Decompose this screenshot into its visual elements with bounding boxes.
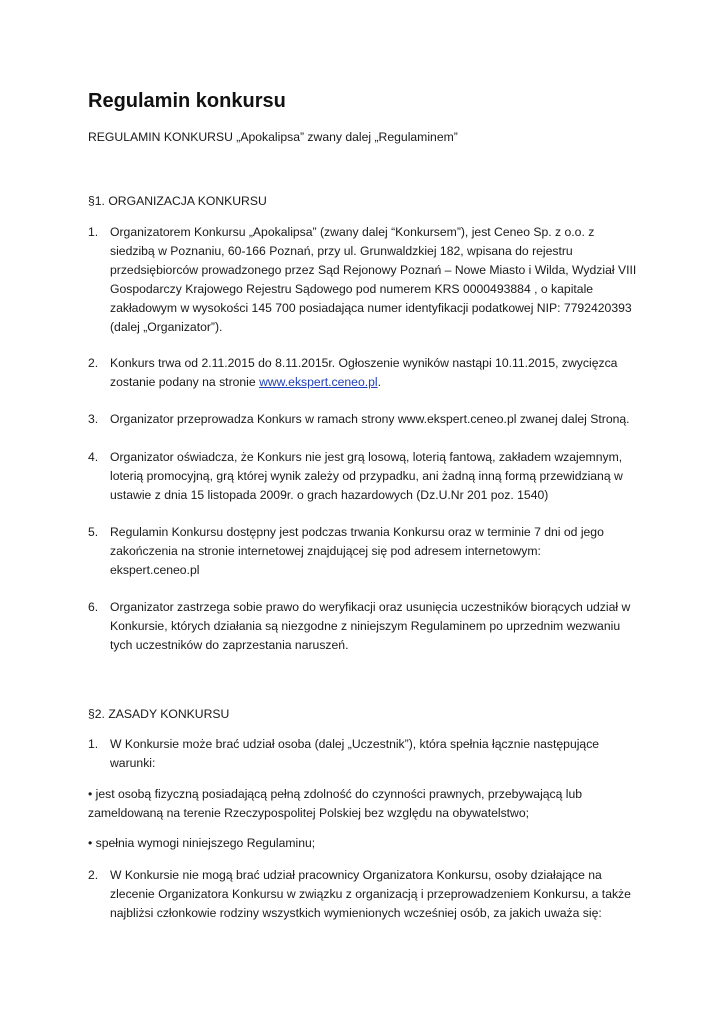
- item-text: Konkurs trwa od 2.11.2015 do 8.11.2015r. Ogłoszenie wyników nastąpi 10.11.2015, zwycięzca zostanie podany na stronie www.ekspert.ceneo.pl.: [110, 356, 618, 389]
- item-text: W Konkursie może brać udział osoba (dalej „Uczestnik”), która spełnia łącznie następujące warunki:: [110, 737, 600, 770]
- ekspert-ceneo-link[interactable]: www.ekspert.ceneo.pl: [259, 375, 378, 389]
- item-number: 5.: [88, 525, 99, 539]
- item-number: 3.: [88, 412, 99, 426]
- item-text: Organizator oświadcza, że Konkurs nie jest grą losową, loterią fantową, zakładem wzajemnym, loterią promocyjną, grą której wynik zależy od przypadku, ani żadną inną formą przewidzianą w ustawie z dnia 15 listopada 2009r. o grach hazardowych (Dz.U.Nr 201 poz. 1540): [110, 450, 623, 502]
- bullet-item: • spełnia wymogi niniejszego Regulaminu;: [88, 836, 316, 850]
- document-subtitle: REGULAMIN KONKURSU „Apokalipsa” zwany dalej „Regulaminem”: [88, 130, 458, 144]
- item-text: Organizatorem Konkursu „Apokalipsa” (zwany dalej “Konkursem”), jest Ceneo Sp. z o.o. z siedzibą w Poznaniu, 60-166 Poznań, przy ul. Grunwaldzkiej 182, wpisana do rejestru przedsiębiorców prowadzonego przez Sąd Rejonowy Poznań – Nowe Miasto i Wilda, Wydział VIII Gospodarczy Krajowego Rejestru Sądowego pod numerem KRS 0000493884 , o kapitale zakładowym w wysokości 145 700 posiadająca numer identyfikacji podatkowej NIP: 7792420393 (dalej „Organizator”).: [110, 225, 637, 334]
- item-number: 2.: [88, 868, 99, 882]
- section-1-heading: §1. ORGANIZACJA KONKURSU: [88, 194, 267, 208]
- item-text: Regulamin Konkursu dostępny jest podczas trwania Konkursu oraz w terminie 7 dni od jego zakończenia na stronie internetowej znajdującej się pod adresem internetowym: ekspert.ceneo.pl: [110, 525, 604, 577]
- item-number: 2.: [88, 356, 99, 370]
- item-number: 4.: [88, 450, 99, 464]
- section-2-heading: §2. ZASADY KONKURSU: [88, 707, 230, 721]
- item-number: 6.: [88, 600, 99, 614]
- item-number: 1.: [88, 225, 99, 239]
- document-title: Regulamin konkursu: [88, 90, 286, 112]
- item-text: Organizator przeprowadza Konkurs w ramach strony www.ekspert.ceneo.pl zwanej dalej Stroną.: [110, 412, 630, 426]
- item-text: Organizator zastrzega sobie prawo do weryfikacji oraz usunięcia uczestników biorących udział w Konkursie, których działania są niezgodne z niniejszym Regulaminem po uprzednim wezwaniu tych uczestników do zaprzestania naruszeń.: [110, 600, 631, 652]
- item-number: 1.: [88, 737, 99, 751]
- bullet-item: • jest osobą fizyczną posiadającą pełną zdolność do czynności prawnych, przebywającą lub zameldowaną na terenie Rzeczypospolitej Polskiej bez względu na obywatelstwo;: [88, 787, 583, 820]
- item-text: W Konkursie nie mogą brać udział pracownicy Organizatora Konkursu, osoby działające na zlecenie Organizatora Konkursu w związku z organizacją i przeprowadzeniem Konkursu, a także najbliżsi członkowie rodziny wszystkich wymienionych wcześniej osób, za jakich uważa się:: [110, 868, 631, 920]
